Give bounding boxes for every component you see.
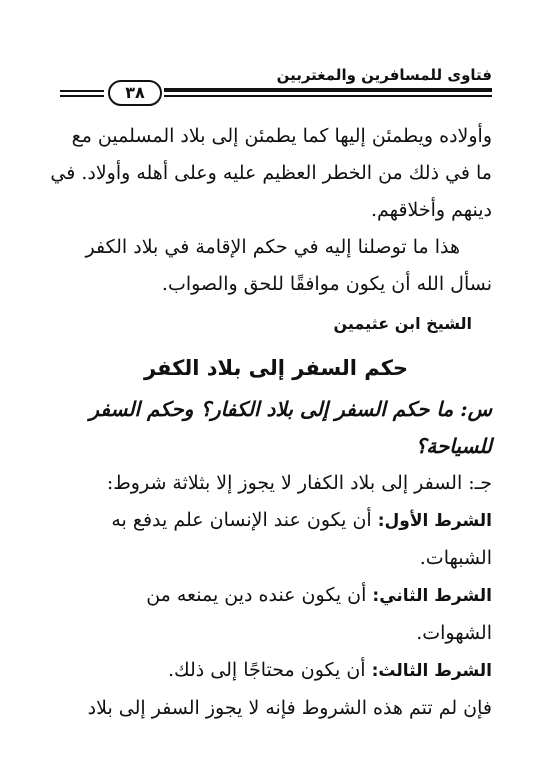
condition-label: الشرط الثاني: bbox=[372, 586, 492, 606]
header-dash bbox=[60, 95, 104, 97]
section-heading: حكم السفر إلى بلاد الكفر bbox=[143, 356, 409, 380]
answer-intro: جـ: السفر إلى بلاد الكفار لا يجوز إلا بثلاثة شروط: bbox=[106, 472, 492, 494]
text-line: الشبهات. bbox=[419, 547, 492, 569]
question-text: للسياحة؟ bbox=[415, 434, 492, 458]
question-text: س: ما حكم السفر إلى بلاد الكفار؟ وحكم السفر bbox=[89, 397, 492, 421]
condition-3 bbox=[60, 652, 492, 690]
text-line: دينهم وأخلاقهم. bbox=[371, 199, 492, 221]
text-line: ما في ذلك من الخطر العظيم عليه وعلى أهله وأولاد. في bbox=[50, 162, 492, 184]
text-line: نسأل الله أن يكون موافقًا للحق والصواب. bbox=[161, 273, 492, 295]
header-dash bbox=[60, 90, 104, 92]
author-signature: الشيخ ابن عثيمين bbox=[333, 314, 472, 333]
condition-label: الشرط الثالث: bbox=[371, 661, 492, 681]
header-rule-thin bbox=[164, 95, 492, 97]
condition-label: الشرط الأول: bbox=[377, 511, 492, 531]
condition-text: أن يكون عند الإنسان علم يدفع به bbox=[111, 509, 378, 531]
condition-text: أن يكون عنده دين يمنعه من bbox=[146, 584, 373, 606]
condition-2 bbox=[60, 577, 492, 615]
page-header bbox=[60, 62, 492, 104]
text-line: الشهوات. bbox=[416, 622, 492, 644]
condition-1 bbox=[60, 502, 492, 540]
header-rule-thick bbox=[164, 88, 492, 92]
text-line: فإن لم تتم هذه الشروط فإنه لا يجوز السفر إلى بلاد bbox=[87, 697, 492, 719]
running-title: فتاوى للمسافرين والمغتربين bbox=[276, 66, 492, 84]
body-text bbox=[50, 118, 492, 727]
condition-text: أن يكون محتاجًا إلى ذلك. bbox=[167, 659, 372, 681]
text-line: وأولاده ويطمئن إليها كما يطمئن إلى بلاد المسلمين مع bbox=[71, 125, 492, 147]
page-number-badge: ٣٨ bbox=[108, 80, 162, 106]
text-line: هذا ما توصلنا إليه في حكم الإقامة في بلاد الكفر bbox=[85, 236, 460, 258]
